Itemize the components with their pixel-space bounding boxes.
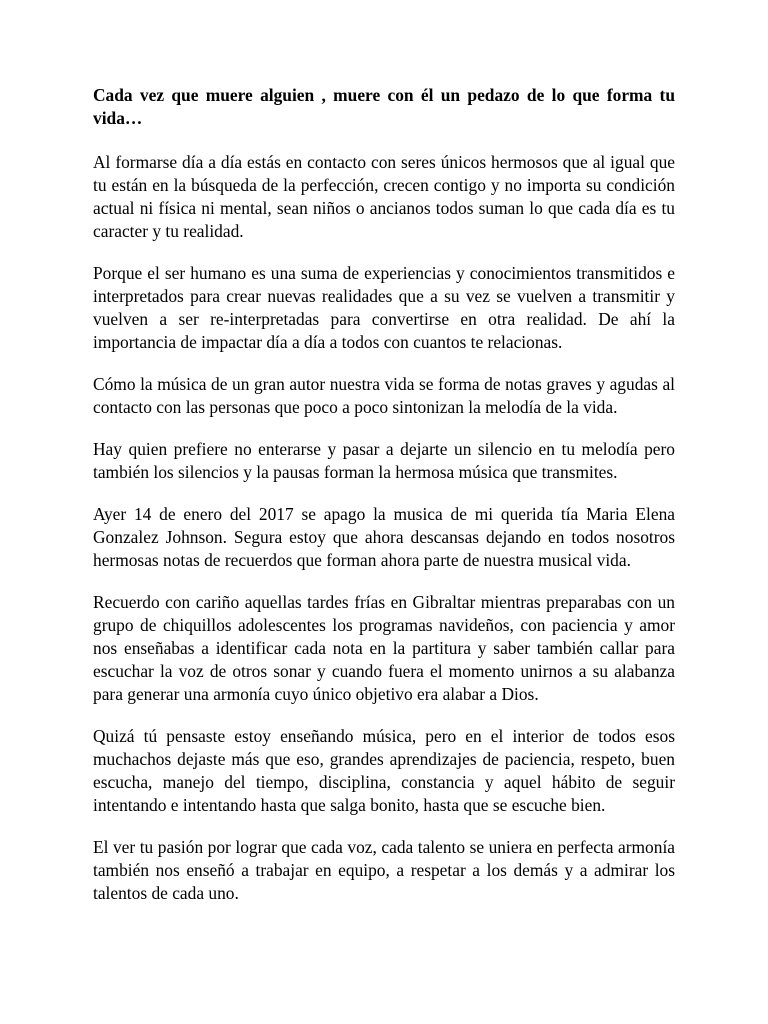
paragraph: Quizá tú pensaste estoy enseñando música, pero en el interior de todos esos muchachos dejaste más que eso, grandes aprendizajes de paciencia, respeto, buen escucha, manejo del tiempo, disciplina, constancia y aquel hábito de seguir intentando e intentando hasta que salga bonito, hasta que se escuche bien.	[93, 726, 675, 815]
paragraph: Hay quien prefiere no enterarse y pasar a dejarte un silencio en tu melodía pero también los silencios y la pausas forman la hermosa música que transmites.	[93, 439, 675, 482]
paragraph: El ver tu pasión por lograr que cada voz, cada talento se uniera en perfecta armonía también nos enseñó a trabajar en equipo, a respetar a los demás y a admirar los talentos de cada uno.	[93, 837, 675, 903]
paragraph: Recuerdo con cariño aquellas tardes frías en Gibraltar mientras preparabas con un grupo de chiquillos adolescentes los programas navideños, con paciencia y amor nos enseñabas a identificar cada nota en la partitura y saber también callar para escuchar la voz de otros sonar y cuando fuera el momento unirnos a su alabanza para generar una armonía cuyo único objetivo era alabar a Dios.	[93, 592, 675, 704]
paragraph: Al formarse día a día estás en contacto con seres únicos hermosos que al igual que tu están en la búsqueda de la perfección, crecen contigo y no importa su condición actual ni física ni mental, sean niños o ancianos todos suman lo que cada día es tu caracter y tu realidad.	[93, 152, 675, 241]
paragraph: Cómo la música de un gran autor nuestra vida se forma de notas graves y agudas al contacto con las personas que poco a poco sintonizan la melodía de la vida.	[93, 374, 675, 417]
document-title: Cada vez que muere alguien , muere con él un pedazo de lo que forma tu vida…	[93, 85, 675, 128]
paragraph: Porque el ser humano es una suma de experiencias y conocimientos transmitidos e interpretados para crear nuevas realidades que a su vez se vuelven a transmitir y vuelven a ser re-interpretadas para convertirse en otra realidad. De ahí la importancia de impactar día a día a todos con cuantos te relacionas.	[93, 263, 675, 352]
paragraph: Ayer 14 de enero del 2017 se apago la musica de mi querida tía Maria Elena Gonzalez Johnson. Segura estoy que ahora descansas dejando en todos nosotros hermosas notas de recuerdos que forman ahora parte de nuestra musical vida.	[93, 504, 675, 570]
